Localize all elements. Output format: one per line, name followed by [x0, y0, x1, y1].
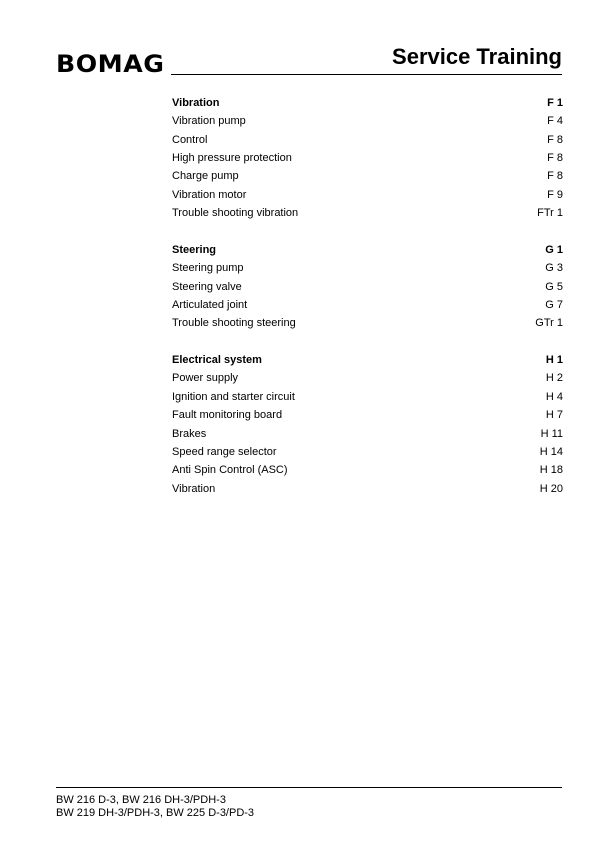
toc-item-label: Ignition and starter circuit — [172, 390, 295, 403]
toc-item-code: F 8 — [547, 170, 563, 183]
footer-models-line-1: BW 216 D-3, BW 216 DH-3/PDH-3 — [56, 794, 226, 806]
toc-item — [172, 406, 563, 424]
toc-item-code: G 5 — [545, 280, 563, 293]
toc-item-label: Steering valve — [172, 280, 242, 293]
toc-item — [172, 186, 563, 204]
toc-heading — [172, 94, 563, 112]
toc-heading-label: Steering — [172, 243, 217, 256]
toc-item-code: H 18 — [539, 464, 563, 477]
toc-item-label: Power supply — [172, 372, 239, 385]
toc-item-label: Vibration pump — [172, 115, 246, 128]
toc-item — [172, 443, 563, 461]
toc-item-label: Charge pump — [172, 170, 239, 183]
toc-item — [172, 296, 563, 314]
toc-item-label: Fault monitoring board — [172, 409, 283, 422]
toc-item — [172, 369, 563, 387]
toc-item-code: H 11 — [540, 427, 563, 440]
toc-item-label: Trouble shooting steering — [172, 317, 296, 330]
toc-heading-label: Vibration — [172, 97, 220, 109]
toc-item — [172, 259, 563, 277]
toc-item-label: Speed range selector — [172, 445, 277, 458]
toc-item-code: F 4 — [547, 115, 563, 128]
toc-heading — [172, 351, 563, 369]
toc-item-label: Trouble shooting vibration — [172, 207, 299, 220]
toc-item-label: Articulated joint — [172, 298, 248, 311]
toc-item-label: High pressure protection — [172, 152, 292, 165]
toc-item — [172, 167, 563, 185]
toc-section-vibration — [172, 94, 563, 222]
toc-heading-code: H 1 — [545, 354, 563, 367]
toc-section-steering — [172, 241, 563, 333]
toc-item-code: H 4 — [545, 390, 563, 403]
toc-item-label: Anti Spin Control (ASC) — [172, 464, 288, 477]
toc-item — [172, 425, 563, 443]
toc-heading — [172, 241, 563, 259]
footer-divider — [56, 787, 562, 788]
toc-item-label: Brakes — [172, 427, 207, 440]
toc-item-code: FTr 1 — [537, 207, 563, 220]
toc-item — [172, 314, 563, 332]
toc-heading-label: Electrical system — [172, 354, 262, 367]
toc-item — [172, 204, 563, 222]
toc-item-code: H 7 — [545, 409, 563, 422]
toc-item — [172, 149, 563, 167]
toc-item — [172, 112, 563, 130]
toc-item-code: G 3 — [545, 262, 563, 275]
bomag-logo: BOMAG — [56, 50, 165, 78]
toc-item — [172, 131, 563, 149]
toc-item — [172, 388, 563, 406]
toc-item-code: H 2 — [545, 372, 563, 385]
footer-models-line-2: BW 219 DH-3/PDH-3, BW 225 D-3/PD-3 — [56, 807, 255, 819]
toc-item-code: F 8 — [547, 152, 563, 165]
toc-item — [172, 461, 563, 479]
toc-heading-code: F 1 — [547, 97, 563, 109]
toc-item-code: H 14 — [539, 445, 563, 458]
toc-item-code: GTr 1 — [535, 317, 563, 330]
toc-item-label: Control — [172, 133, 208, 146]
toc-section-electrical-system — [172, 351, 563, 498]
header-divider — [171, 74, 562, 75]
toc-item-code: G 7 — [545, 298, 563, 311]
page-title: Service Training — [392, 44, 562, 69]
toc-item-label: Steering pump — [172, 262, 244, 275]
toc-item — [172, 278, 563, 296]
toc-item-code: F 9 — [547, 188, 563, 201]
toc-item-label: Vibration motor — [172, 188, 247, 201]
toc-item-code: H 20 — [539, 482, 563, 495]
footer — [56, 794, 254, 820]
toc-heading-code: G 1 — [545, 243, 563, 256]
toc-item-code: F 8 — [547, 133, 563, 146]
table-of-contents — [172, 94, 563, 516]
toc-item-label: Vibration — [172, 482, 216, 495]
toc-item — [172, 480, 563, 498]
